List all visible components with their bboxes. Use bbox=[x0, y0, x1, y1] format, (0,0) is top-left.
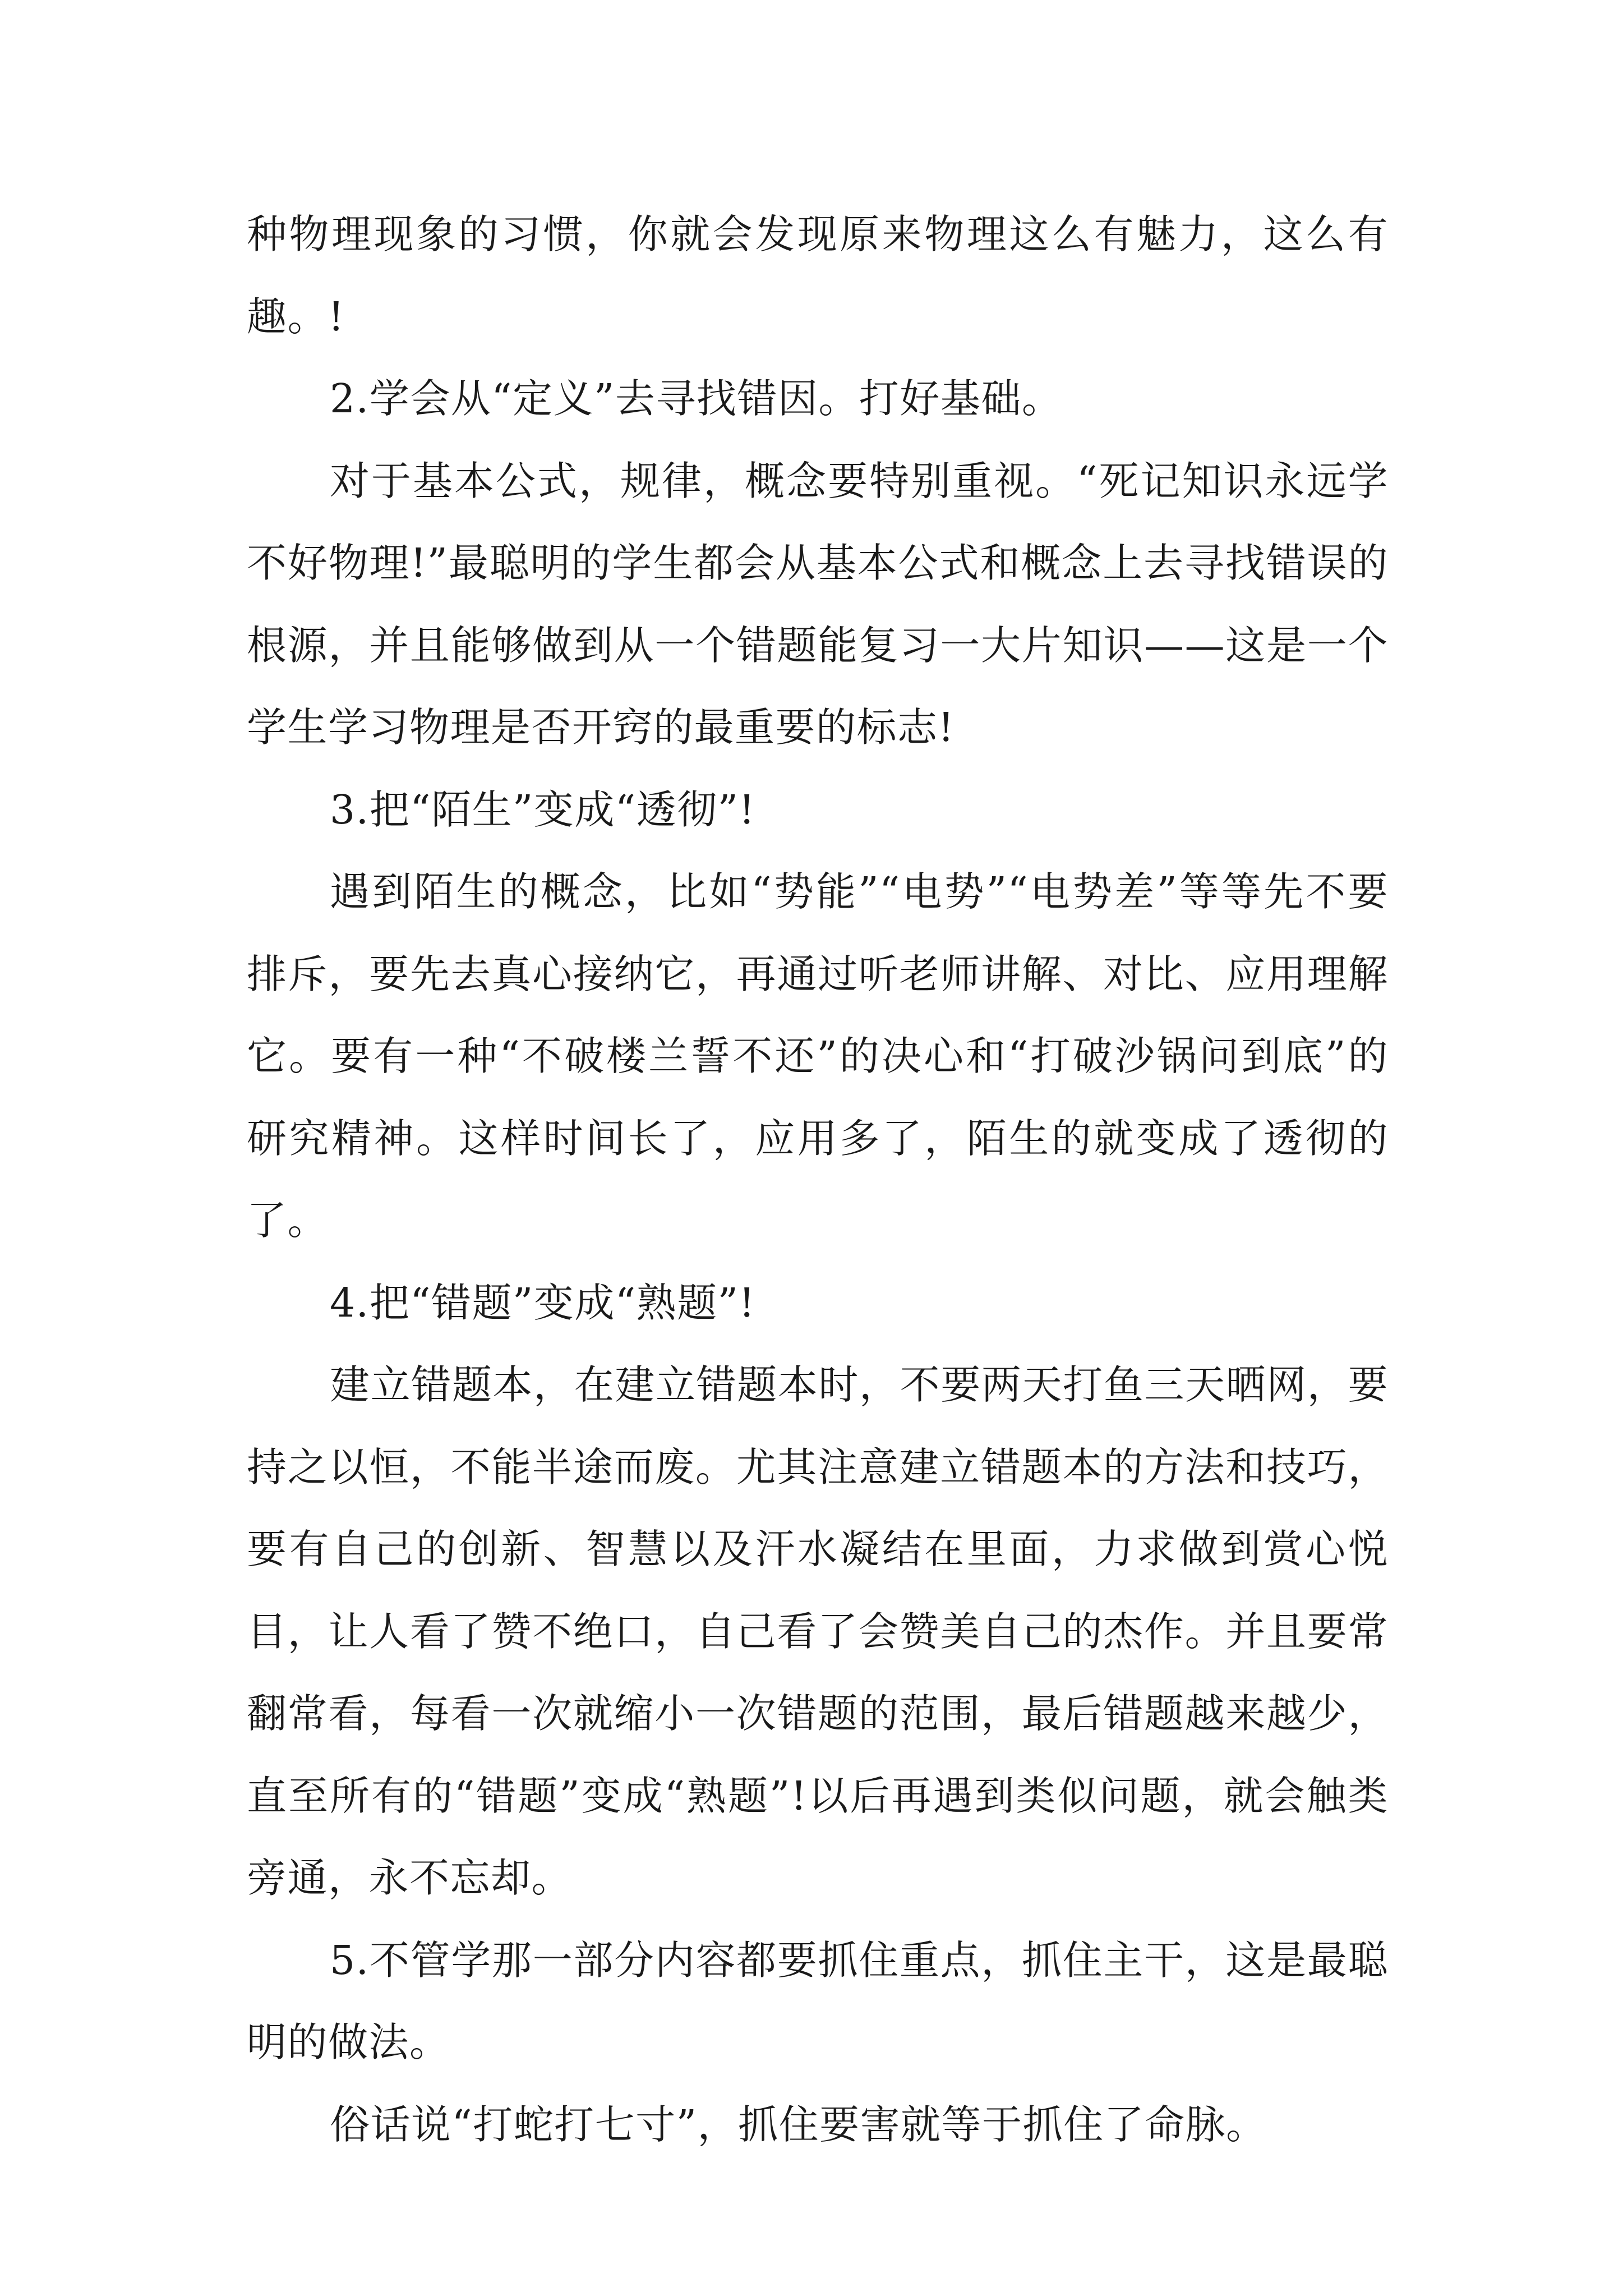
paragraph: 遇到陌生的概念，比如“势能”“电势”“电势差”等等先不要排斥，要先去真心接纳它，再通过听老师讲解、对比、应用理解它。要有一种“不破楼兰誓不还”的决心和“打破沙锅问到底”的研究精神。这样时间长了，应用多了，陌生的就变成了透彻的了。 bbox=[247, 868, 1389, 1244]
paragraph: 5.不管学那一部分内容都要抓住重点，抓住主干，这是最聪明的做法。 bbox=[247, 1936, 1389, 2065]
paragraph: 建立错题本，在建立错题本时，不要两天打鱼三天晒网，要持之以恒，不能半途而废。尤其注意建立错题本的方法和技巧，要有自己的创新、智慧以及汗水凝结在里面，力求做到赏心悦目，让人看了赞不绝口，自己看了会赞美自己的杰作。并且要常翻常看，每看一次就缩小一次错题的范围，最后错题越来越少，直至所有的“错题”变成“熟题”!以后再遇到类似问题，就会触类旁通，永不忘却。 bbox=[247, 1361, 1389, 1901]
paragraph: 3.把“陌生”变成“透彻”! bbox=[330, 786, 756, 833]
paragraph: 俗话说“打蛇打七寸”，抓住要害就等于抓住了命脉。 bbox=[330, 2101, 1267, 2148]
document-body bbox=[247, 194, 1389, 2166]
paragraph: 4.把“错题”变成“熟题”! bbox=[330, 1279, 756, 1326]
paragraph: 2.学会从“定义”去寻找错因。打好基础。 bbox=[330, 375, 1063, 422]
paragraph: 对于基本公式，规律，概念要特别重视。“死记知识永远学不好物理!”最聪明的学生都会从基本公式和概念上去寻找错误的根源，并且能够做到从一个错题能复习一大片知识——这是一个学生学习物理是否开窍的最重要的标志! bbox=[247, 457, 1389, 751]
paragraph: 种物理现象的习惯，你就会发现原来物理这么有魅力，这么有趣。! bbox=[247, 211, 1389, 340]
